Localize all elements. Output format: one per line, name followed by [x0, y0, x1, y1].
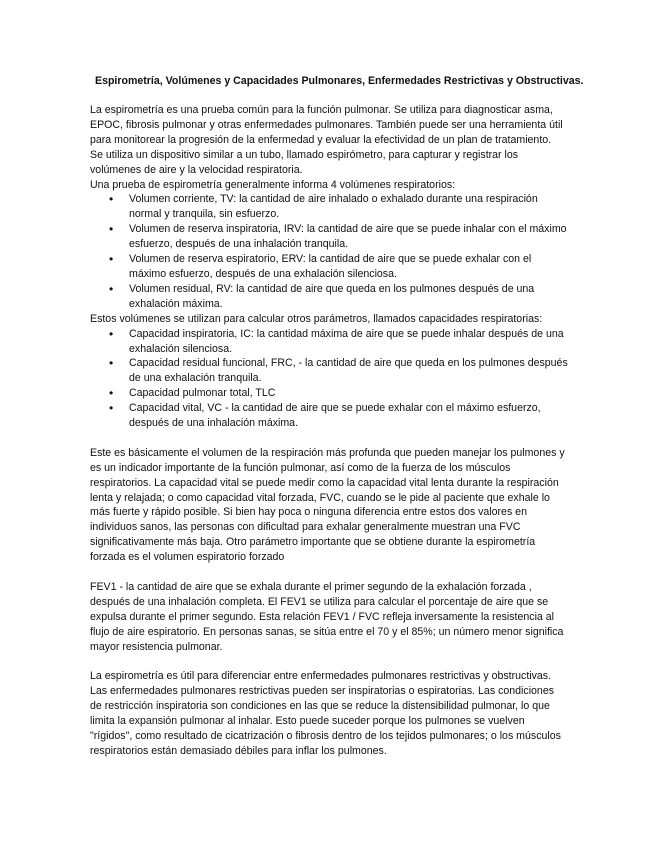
- document-title: Espirometría, Volúmenes y Capacidades Pulmonares, Enfermedades Restrictivas y Obstructivas.: [95, 75, 584, 87]
- intro-paragraph: La espirometría es una prueba común para la función pulmonar. Se utiliza para diagnosticar asma, EPOC, fibrosis pulmonar y otras enfermedades pulmonares. También puede ser una herramienta útil para monitorear la progresión de la enfermedad y evaluar la efectividad de un plan de tratamiento.: [90, 104, 563, 146]
- paragraph-gap: [90, 655, 568, 670]
- body-paragraph: FEV1 - la cantidad de aire que se exhala durante el primer segundo de la exhalación forzada , después de una inhalación completa. El FEV1 se utiliza para calcular el porcentaje de aire que se expulsa durante el primer segundo. Esta relación FEV1 / FVC refleja inversamente la resistencia al flujo de aire espiratorio. En personas sanas, se sitúa entre el 70 y el 85%; un número menor significa mayor resistencia pulmonar.: [90, 580, 564, 653]
- intro-paragraph: Una prueba de espirometría generalmente informa 4 volúmenes respiratorios:: [90, 178, 456, 191]
- capacities-intro: Estos volúmenes se utilizan para calcular otros parámetros, llamados capacidades respiratorias:: [90, 312, 543, 325]
- list-item: • Capacidad inspiratoria, IC: la cantidad máxima de aire que se puede inhalar después de una exhalación silenciosa.: [90, 327, 568, 357]
- volumes-list: [90, 192, 568, 311]
- body-paragraph: La espirometría es útil para diferenciar entre enfermedades pulmonares restrictivas y obstructivas. Las enfermedades pulmonares restrictivas pueden ser inspiratorias o espiratorias. Las condiciones de restricción inspiratoria son condiciones en las que se reduce la distensibilidad pulmonar, lo que limita la expansión pulmonar al inhalar. Esto puede suceder porque los pulmones se vuelven "rígidos", como resultado de cicatrización o fibrosis dentro de los tejidos pulmonares; o los músculos respiratorios están demasiado débiles para inflar los pulmones.: [90, 670, 561, 757]
- document-body: [90, 103, 568, 759]
- list-item: • Volumen de reserva espiratorio, ERV: la cantidad de aire que se puede exhalar con el máximo esfuerzo, después de una exhalación silenciosa.: [90, 252, 568, 282]
- list-item: • Capacidad pulmonar total, TLC: [90, 386, 568, 401]
- paragraph-gap: [90, 431, 568, 446]
- list-item: • Volumen corriente, TV: la cantidad de aire inhalado o exhalado durante una respiración normal y tranquila, sin esfuerzo.: [90, 192, 568, 222]
- capacities-list: [90, 327, 568, 431]
- list-item: • Capacidad residual funcional, FRC, - la cantidad de aire que queda en los pulmones después de una exhalación tranquila.: [90, 356, 568, 386]
- list-item: • Capacidad vital, VC - la cantidad de aire que se puede exhalar con el máximo esfuerzo, después de una inhalación máxima.: [90, 401, 568, 431]
- body-paragraph: Este es básicamente el volumen de la respiración más profunda que pueden manejar los pulmones y es un indicador importante de la función pulmonar, así como de la fuerza de los músculos respiratorios. La capacidad vital se puede medir como la capacidad vital lenta durante la respiración lenta y relajada; o como capacidad vital forzada, FVC, cuando se le pide al paciente que exhale lo más fuerte y rápido posible. Si bien hay poca o ninguna diferencia entre estos dos valores en individuos sanos, las personas con dificultad para exhalar generalmente muestran una FVC significativamente más baja. Otro parámetro importante que se obtiene durante la espirometría forzada es el volumen espiratorio forzado: [90, 446, 565, 564]
- intro-paragraph: Se utiliza un dispositivo similar a un tubo, llamado espirómetro, para capturar y registrar los volúmenes de aire y la velocidad respiratoria.: [90, 148, 519, 176]
- list-item: • Volumen residual, RV: la cantidad de aire que queda en los pulmones después de una exhalación máxima.: [90, 282, 568, 312]
- list-item: • Volumen de reserva inspiratoria, IRV: la cantidad de aire que se puede inhalar con el máximo esfuerzo, después de una inhalación tranquila.: [90, 222, 568, 252]
- paragraph-gap: [90, 565, 568, 580]
